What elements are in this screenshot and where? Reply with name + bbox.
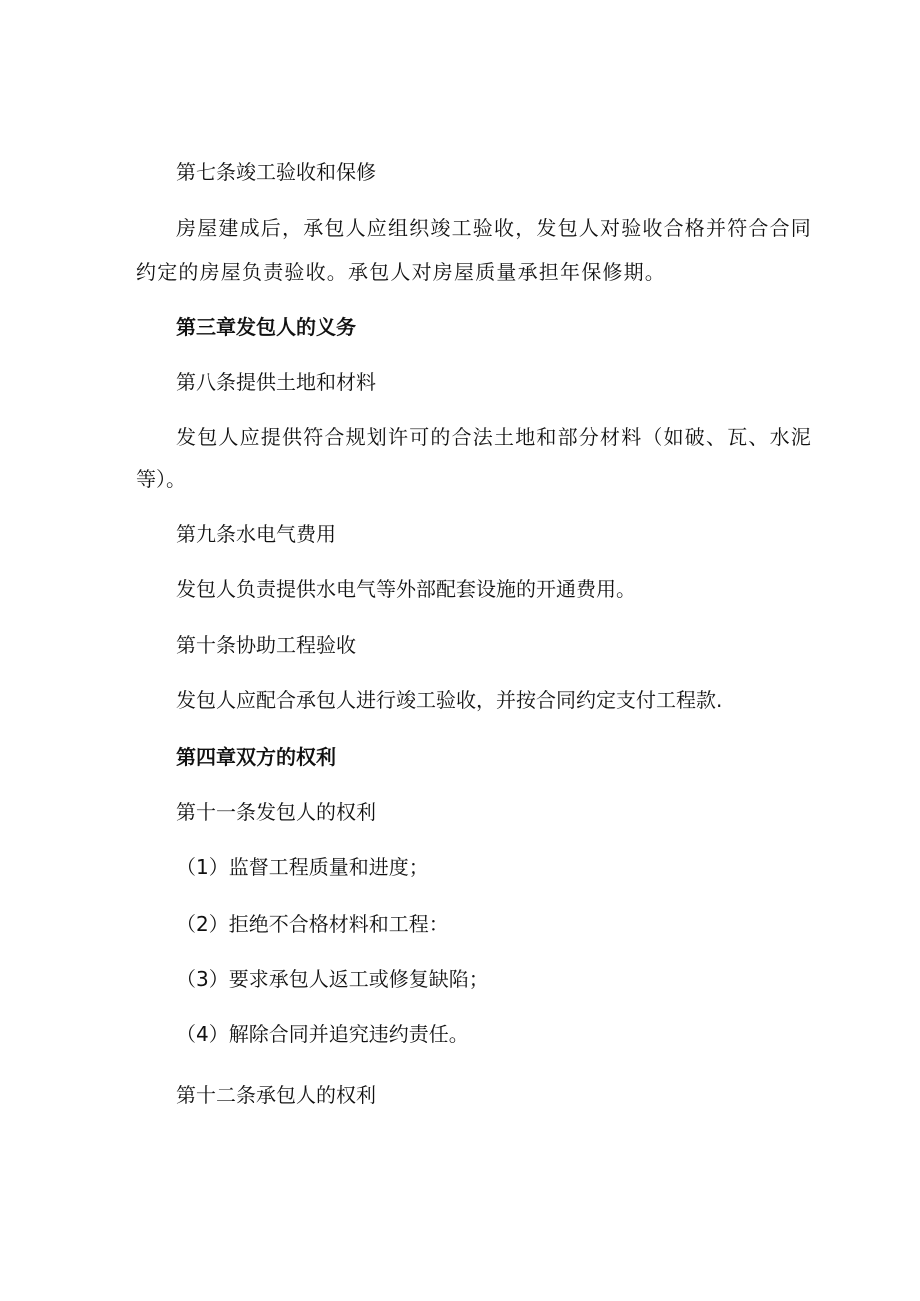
- article-11-item-1: （1）监督工程质量和进度；: [176, 855, 429, 879]
- article-8-title: 第八条提供土地和材料: [176, 370, 376, 394]
- article-10-title: 第十条协助工程验收: [176, 633, 356, 657]
- article-9-body: 发包人负责提供水电气等外部配套设施的开通费用。: [176, 577, 636, 601]
- article-8-body-line-1: 发包人应提供符合规划许可的合法土地和部分材料（如破、瓦、水泥: [176, 425, 812, 449]
- article-11-item-2: （2）拒绝不合格材料和工程：: [176, 912, 449, 936]
- article-10-body: 发包人应配合承包人进行竣工验收，并按合同约定支付工程款.: [176, 688, 723, 712]
- article-9-title: 第九条水电气费用: [176, 522, 336, 546]
- article-11-item-3: （3）要求承包人返工或修复缺陷；: [176, 967, 489, 991]
- chapter-4-heading: 第四章双方的权利: [176, 745, 336, 769]
- article-12-title: 第十二条承包人的权利: [176, 1083, 376, 1107]
- article-8-body-line-2: 等）。: [136, 467, 186, 491]
- chapter-3-heading: 第三章发包人的义务: [176, 315, 356, 339]
- article-7-body-line-1: 房屋建成后，承包人应组织竣工验收，发包人对验收合格并符合合同: [176, 216, 812, 240]
- article-11-title: 第十一条发包人的权利: [176, 800, 376, 824]
- article-7-title: 第七条竣工验收和保修: [176, 160, 376, 184]
- article-11-item-4: （4）解除合同并追究违约责任。: [176, 1022, 469, 1046]
- article-7-body-line-2: 约定的房屋负责验收。承包人对房屋质量承担年保修期。: [136, 260, 666, 284]
